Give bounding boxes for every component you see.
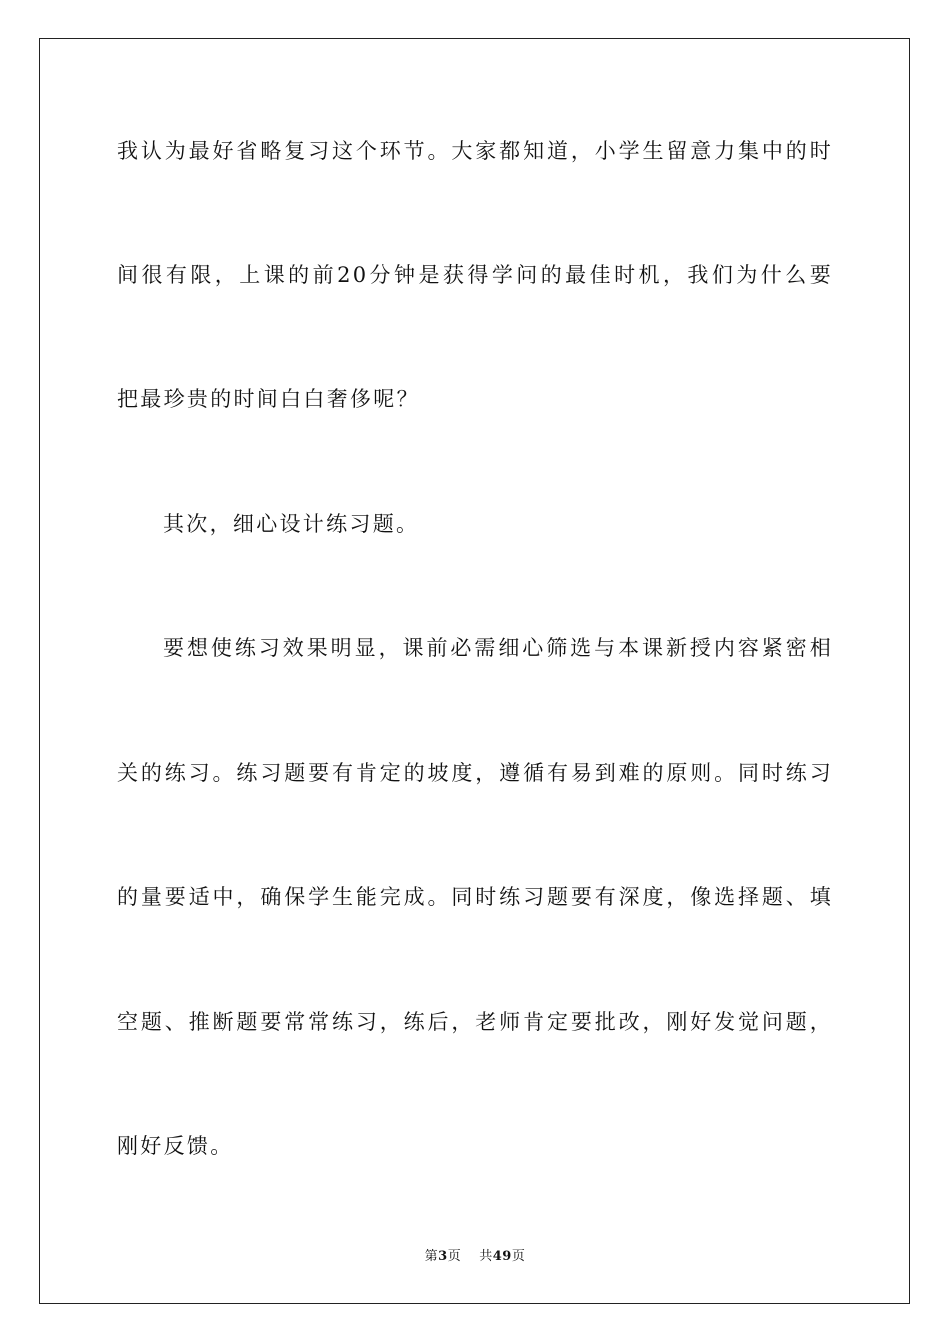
total-prefix: 共 [479,1249,493,1264]
text-line-5: 要想使练习效果明显，课前必需细心筛选与本课新授内容紧密相 [163,636,833,660]
page-footer [0,1248,950,1266]
text-line-3: 把最珍贵的时间白白奢侈呢？ [117,387,420,411]
text-line-1: 我认为最好省略复习这个环节。大家都知道，小学生留意力集中的时 [117,139,833,163]
text-line-7: 的量要适中，确保学生能完成。同时练习题要有深度，像选择题、填 [117,885,833,909]
page-border [39,38,910,1304]
page-prefix: 第 [424,1249,439,1264]
total-pages: 49 [492,1249,512,1264]
text-line-9: 刚好反馈。 [117,1134,234,1158]
text-line-8: 空题、推断题要常常练习，练后，老师肯定要批改，刚好发觉问题， [117,1010,833,1034]
text-line-4: 其次，细心设计练习题。 [163,512,420,536]
page-suffix: 页 [447,1249,462,1264]
total-suffix: 页 [511,1249,526,1264]
page-number: 3 [438,1249,448,1264]
text-line-6: 关的练习。练习题要有肯定的坡度，遵循有易到难的原则。同时练习 [117,761,833,785]
text-line-2: 间很有限，上课的前20分钟是获得学问的最佳时机，我们为什么要 [117,263,833,287]
